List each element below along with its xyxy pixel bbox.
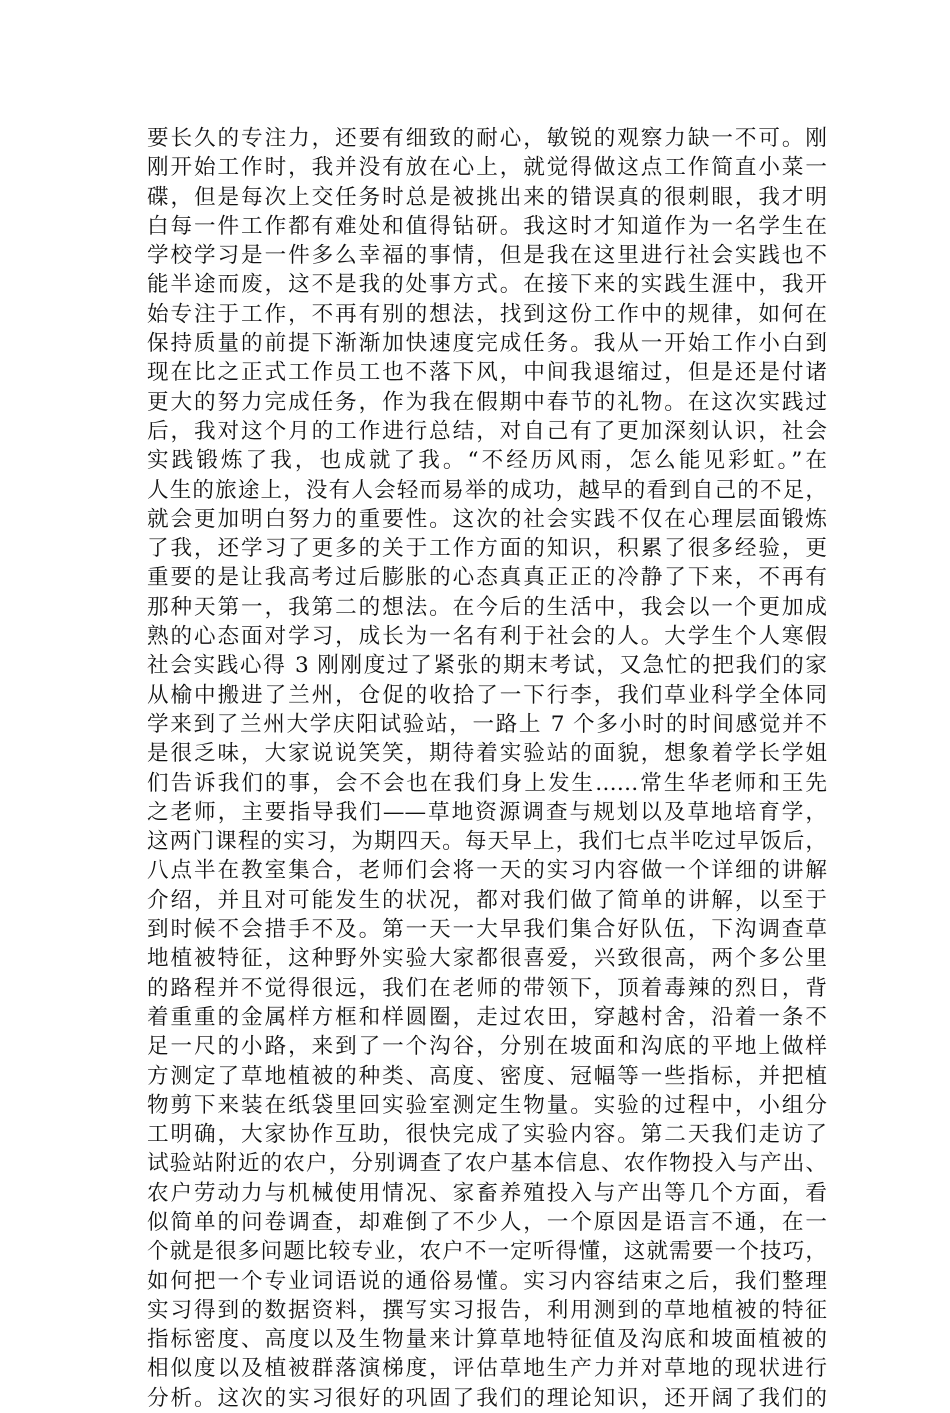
text-line: 刚开始工作时，我并没有放在心上，就觉得做这点工作简直小菜一 [147,155,827,181]
text-line: 学来到了兰州大学庆阳试验站，一路上 7 个多小时的时间感觉并不 [147,711,827,737]
text-line: 之老师，主要指导我们——草地资源调查与规划以及草地培育学， [147,799,827,825]
text-line: 个就是很多问题比较专业，农户不一定听得懂，这就需要一个技巧， [147,1239,827,1265]
text-line: 碟，但是每次上交任务时总是被挑出来的错误真的很刺眼，我才明 [147,184,827,210]
text-line: 社会实践心得 3 刚刚度过了紧张的期末考试，又急忙的把我们的家 [147,653,827,679]
text-line: 如何把一个专业词语说的通俗易懂。实习内容结束之后，我们整理 [147,1268,827,1294]
text-line: 白每一件工作都有难处和值得钻研。我这时才知道作为一名学生在 [147,213,827,239]
text-line: 八点半在教室集合，老师们会将一天的实习内容做一个详细的讲解 [147,858,827,884]
text-line: 到时候不会措手不及。第一天一大早我们集合好队伍，下沟调查草 [147,917,827,943]
text-line: 们告诉我们的事，会不会也在我们身上发生……常生华老师和王先 [147,770,827,796]
text-line: 能半途而废，这不是我的处事方式。在接下来的实践生涯中，我开 [147,272,827,298]
text-line: 分析。这次的实习很好的巩固了我们的理论知识，还开阔了我们的 [147,1385,827,1411]
text-line: 学校学习是一件多么幸福的事情，但是我在这里进行社会实践也不 [147,243,827,269]
text-line: 工明确，大家协作互助，很快完成了实验内容。第二天我们走访了 [147,1122,827,1148]
text-line: 足一尺的小路，来到了一个沟谷，分别在坡面和沟底的平地上做样 [147,1034,827,1060]
text-line: 现在比之正式工作员工也不落下风，中间我退缩过，但是还是付诸 [147,360,827,386]
text-line: 人生的旅途上，没有人会轻而易举的成功，越早的看到自己的不足， [147,477,827,503]
text-line: 介绍，并且对可能发生的状况，都对我们做了简单的讲解，以至于 [147,887,827,913]
text-line: 熟的心态面对学习，成长为一名有利于社会的人。大学生个人寒假 [147,624,827,650]
text-line: 似简单的问卷调查，却难倒了不少人，一个原因是语言不通，在一 [147,1209,827,1235]
text-line: 始专注于工作，不再有别的想法，找到这份工作中的规律，如何在 [147,301,827,327]
text-line: 重要的是让我高考过后膨胀的心态真真正正的冷静了下来，不再有 [147,565,827,591]
text-line: 那种天第一，我第二的想法。在今后的生活中，我会以一个更加成 [147,594,827,620]
text-line: 要长久的专注力，还要有细致的耐心，敏锐的观察力缺一不可。刚 [147,126,827,151]
text-line: 就会更加明白努力的重要性。这次的社会实践不仅在心理层面锻炼 [147,506,827,532]
text-line: 这两门课程的实习，为期四天。每天早上，我们七点半吃过早饭后， [147,829,827,855]
text-line: 指标密度、高度以及生物量来计算草地特征值及沟底和坡面植被的 [147,1327,827,1353]
text-line: 实践锻炼了我，也成就了我。“不经历风雨，怎么能见彩虹。”在 [147,448,827,474]
text-line: 了我，还学习了更多的关于工作方面的知识，积累了很多经验，更 [147,536,827,562]
text-line: 实习得到的数据资料，撰写实习报告，利用测到的草地植被的特征 [147,1297,827,1323]
text-line: 的路程并不觉得很远，我们在老师的带领下，顶着毒辣的烈日，背 [147,975,827,1001]
text-line: 后，我对这个月的工作进行总结，对自己有了更加深刻认识，社会 [147,418,827,444]
text-line: 试验站附近的农户，分别调查了农户基本信息、农作物投入与产出、 [147,1151,827,1177]
text-line: 农户劳动力与机械使用情况、家畜养殖投入与产出等几个方面，看 [147,1180,827,1206]
text-line: 从榆中搬进了兰州，仓促的收拾了一下行李，我们草业科学全体同 [147,682,827,708]
text-line: 保持质量的前提下渐渐加快速度完成任务。我从一开始工作小白到 [147,331,827,357]
text-line: 着重重的金属样方框和样圆圈，走过农田，穿越村舍，沿着一条不 [147,1004,827,1030]
body-text [147,124,827,1413]
text-line: 地植被特征，这种野外实验大家都很喜爱，兴致很高，两个多公里 [147,946,827,972]
text-line: 相似度以及植被群落演梯度，评估草地生产力并对草地的现状进行 [147,1356,827,1382]
text-line: 更大的努力完成任务，作为我在假期中春节的礼物。在这次实践过 [147,389,827,415]
text-line: 是很乏味，大家说说笑笑，期待着实验站的面貌，想象着学长学姐 [147,741,827,767]
text-line: 方测定了草地植被的种类、高度、密度、冠幅等一些指标，并把植 [147,1063,827,1089]
text-line: 物剪下来装在纸袋里回实验室测定生物量。实验的过程中，小组分 [147,1092,827,1118]
